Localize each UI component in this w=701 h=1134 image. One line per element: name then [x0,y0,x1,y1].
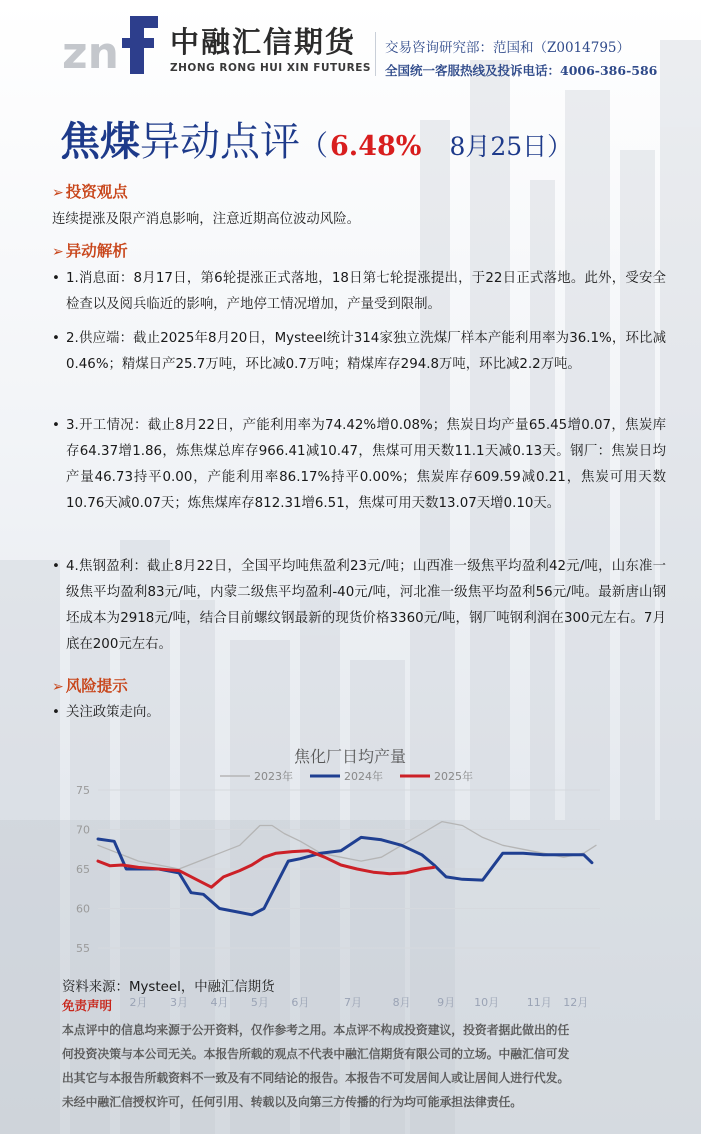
x-tick-label: 7月 [344,996,363,1009]
x-tick-label: 11月 [526,996,552,1009]
disclaimer-heading: 免责声明 [62,998,113,1013]
section-risk-label: 风险提示 [65,677,128,695]
x-tick-label: 5月 [250,996,269,1009]
title-date: 8月25日） [449,132,573,161]
section-arrow-icon: ➢ [52,244,64,260]
svg-text:zn: zn [62,28,119,79]
series-line-2024 [98,837,592,914]
company-name-cn: 中融汇信期货 [170,25,357,59]
section-arrow-icon: ➢ [52,679,64,695]
analysis-item: • 3.开工情况：截止8月22日，产能利用率为74.42%增0.08%；焦炭日均产量65.45增0.07，焦炭库存64.37增1.86，炼焦煤总库存966.41减10.47，焦煤可用天数11.1天减0.13天。钢厂：焦炭日均产量46.73持平0.00，产能利用率86.17%持平0.00%；焦炭库存609.59减0.21，焦炭可用天数10.76天减0.07天；炼焦煤库存812.31增6.51，焦煤可用天数13.07天增0.10天。 [52,413,666,517]
section-analysis-label: 异动解析 [65,242,128,260]
investment-view-text: 连续提涨及限产消息影响，注意近期高位波动风险。 [52,212,360,227]
disclaimer-text [62,1018,662,1114]
data-source: 资料来源：Mysteel，中融汇信期货 [62,980,275,995]
disclaimer-line: 未经中融汇信授权许可，任何引用、转载以及向第三方传播的行为均可能承担法律责任。 [62,1095,523,1109]
legend-label: 2024年 [344,770,383,783]
header-divider [375,32,376,76]
x-tick-label: 8月 [392,996,411,1009]
report-title [60,110,572,167]
x-tick-label: 6月 [291,996,310,1009]
y-tick-label: 75 [76,784,90,797]
analysis-item: • 1.消息面：8月17日，第6轮提涨正式落地，18日第七轮提涨提出，于22日正式落地。此外，受安全检查以及阅兵临近的影响，产地停工情况增加，产量受到限制。 [52,266,666,318]
section-analysis [52,239,128,261]
x-tick-label: 9月 [437,996,456,1009]
company-name-en: ZHONG RONG HUI XIN FUTURES [170,62,371,74]
disclaimer-line: 何投资决策与本公司无关。本报告所载的观点不代表中融汇信期货有限公司的立场。中融汇信可发 [62,1047,570,1061]
section-arrow-icon: ➢ [52,185,64,201]
legend-label: 2023年 [254,770,293,783]
chart-title: 焦化厂日均产量 [293,747,407,766]
disclaimer-line: 出其它与本报告所载资料不一致及有不同结论的报告。本报告不可发居间人或让居间人进行代发。 [62,1071,570,1085]
risk-item: • 关注政策走向。 [52,700,666,726]
title-paren: （ [300,129,329,162]
y-tick-label: 70 [76,823,90,837]
x-tick-label: 2月 [129,996,148,1009]
section-risk [52,674,128,696]
analysis-item: • 4.焦钢盈利：截止8月22日，全国平均吨焦盈利23元/吨；山西准一级焦平均盈利42元/吨，山东准一级焦平均盈利83元/吨，内蒙二级焦平均盈利-40元/吨，河北准一级焦平均盈利56元/吨。最新唐山钢坯成本为2918元/吨，结合目前螺纹钢最新的现货价格3360元/吨，钢厂吨钢利润在300元左右。7月底在200元左右。 [52,554,666,658]
disclaimer-line: 本点评中的信息均来源于公开资料，仅作参考之用。本点评不构成投资建议，投资者据此做出的任 [62,1023,570,1037]
y-tick-label: 65 [76,863,90,876]
legend-label: 2025年 [434,770,473,783]
x-tick-label: 3月 [169,996,188,1009]
section-investment-view-label: 投资观点 [65,183,128,201]
title-type: 异动点评 [140,119,300,165]
analysis-item: • 2.供应端：截止2025年8月20日，Mysteel统计314家独立洗煤厂样本产能利用率为36.1%，环比减0.46%；精煤日产25.7万吨，环比减0.7万吨；精煤库存294.8万吨，环比减2.2万吨。 [52,326,666,378]
title-change-percent: 6.48% [330,131,422,162]
y-tick-label: 55 [76,942,90,955]
y-tick-label: 60 [76,902,90,916]
company-logo-icon [62,12,162,78]
section-investment-view [52,180,128,202]
x-tick-label: 4月 [210,996,229,1009]
x-tick-label: 12月 [563,996,589,1009]
hotline-info: 全国统一客服热线及投诉电话：4006-386-586 [385,63,658,78]
analyst-info: 交易咨询研究部：范国和（Z0014795） [385,40,631,56]
title-commodity: 焦煤 [60,118,140,165]
x-tick-label: 10月 [474,996,500,1009]
